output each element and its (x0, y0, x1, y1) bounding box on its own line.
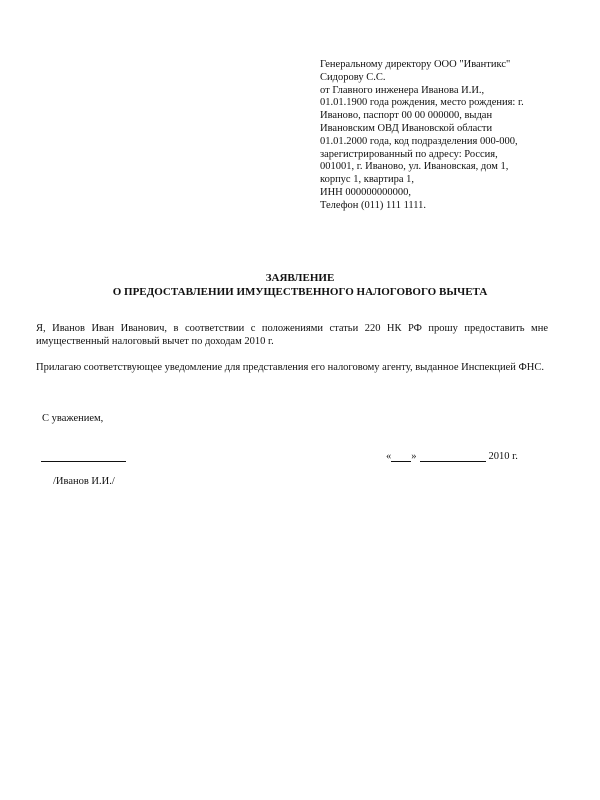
request-text: Я, Иванов Иван Иванович, в соответствии с положениями статьи 220 НК РФ прошу предоставить мне имущественный налоговый вычет по доходам 2010 г. (36, 323, 548, 347)
sender-line: Ивановским ОВД Ивановской области (320, 122, 493, 134)
title-subheading: О ПРЕДОСТАВЛЕНИИ ИМУЩЕСТВЕННОГО НАЛОГОВОГО ВЫЧЕТА (112, 285, 488, 298)
date-open-quote: « (386, 451, 392, 462)
signature-name: /Иванов И.И./ (53, 476, 115, 487)
date-close-quote: » (411, 451, 417, 462)
request-paragraph (36, 322, 548, 348)
sender-line: от Главного инженера Иванова И.И., (320, 84, 485, 96)
closing-regards: С уважением, (42, 413, 104, 424)
sender-line: Телефон (011) 111 1111. (320, 199, 427, 211)
sender-line: Иваново, паспорт 00 00 000000, выдан (320, 110, 493, 122)
sender-line: зарегистрированный по адресу: Россия, (320, 148, 498, 160)
sender-line: корпус 1, квартира 1, (320, 174, 415, 186)
title-heading: ЗАЯВЛЕНИЕ (265, 272, 335, 284)
month-blank (420, 451, 486, 462)
addressee-block (320, 59, 570, 213)
sender-line: 01.01.2000 года, код подразделения 000-000, (320, 135, 518, 147)
addressee-line: Генеральному директору ООО "Ивантикс" (320, 59, 511, 70)
attachment-paragraph (36, 361, 548, 374)
sender-line: 01.01.1900 года рождения, место рождения: г. (320, 97, 524, 109)
signature-line (41, 451, 126, 462)
date-line (386, 451, 518, 462)
day-blank (391, 451, 411, 462)
sender-line: 001001, г. Иваново, ул. Ивановская, дом 1, (320, 161, 509, 173)
date-year: 2010 г. (488, 451, 518, 462)
addressee-line: Сидорову С.С. (320, 71, 386, 83)
document-title (40, 272, 560, 299)
attachment-text: Прилагаю соответствующее уведомление для представления его налоговому агенту, выданное Инспекцией ФНС. (36, 362, 545, 373)
sender-line: ИНН 000000000000, (320, 186, 411, 198)
